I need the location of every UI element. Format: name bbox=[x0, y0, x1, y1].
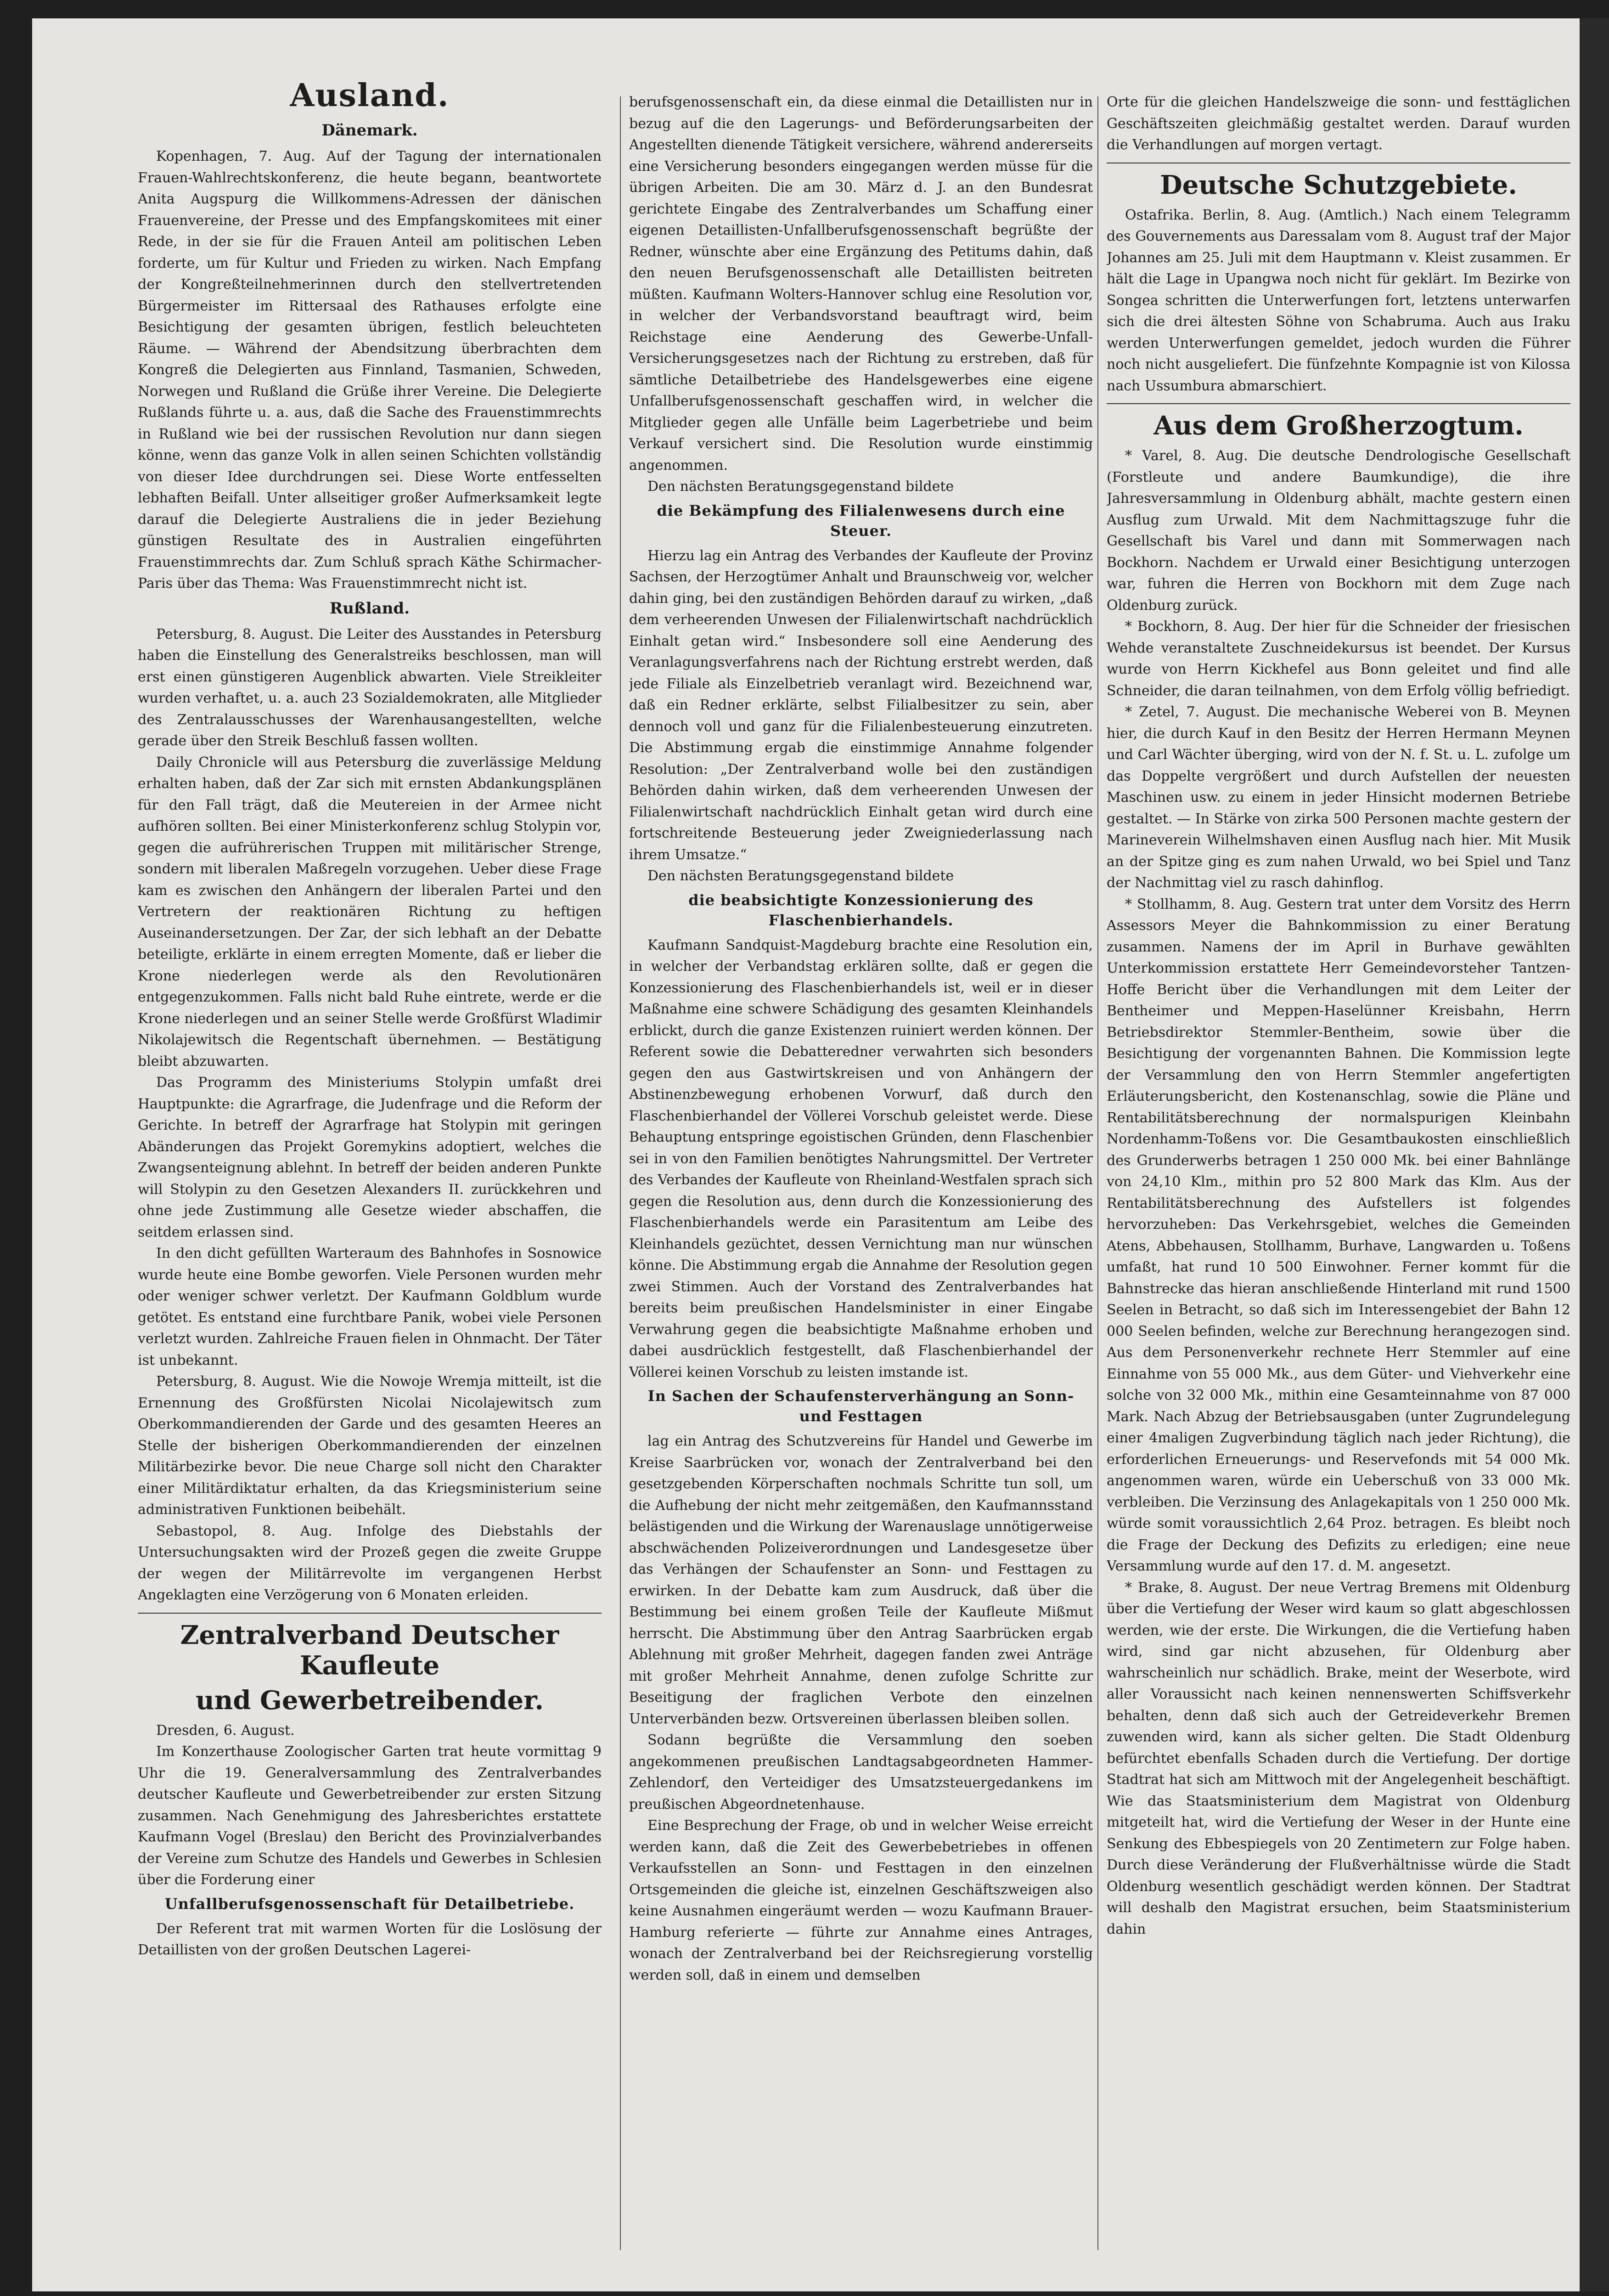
section-title-schutzgebiete: Deutsche Schutzgebiete. bbox=[1160, 169, 1517, 200]
article-paragraph: Kopenhagen, 7. Aug. Auf der Tagung der internationalen Frauen-Wahlrechtskonferenz, die heute begann, beantwortete Anita Augspurg die Willkommens-Adressen der dänischen Frauenvereine, der Presse und des Empfangskomitees mit einer Rede, in der sie für die Frauen Anteil am politischen Leben forderte, um für Kultur und Frieden zu wirken. Nach Empfang der Kongreßteilnehmerinnen durch den stellvertretenden Bürgermeister im Rittersaal des Rathauses erfolgte eine Besichtigung der gesamten übrigen, festlich beleuchteten Räume. — Während der Abendsitzung überbrachten dem Kongreß die Delegierten aus Finnland, Tasmanien, Schweden, Norwegen und Rußland die Grüße ihrer Vereine. Die Delegierte Rußlands führte u. a. aus, daß die Sache des Frauenstimmrechts in Rußland wie bei der russischen Revolution nur dann siegen könne, wenn das ganze Volk in allen seinen Schichten vollständig von dieser Idee durchdrungen sei. Diese Worte entfesselten lebhaften Beifall. Unter allseitiger großer Aufmerksamkeit legte darauf die Delegierte Australiens die in jeder Beziehung günstigen Resultate des in Australien eingeführten Frauenstimmrechts dar. Zum Schluß sprach Käthe Schirmacher-Paris über das Thema: Was Frauenstimmrecht nicht ist. bbox=[138, 148, 602, 591]
column-rule-2 bbox=[1097, 96, 1098, 2250]
section-title-ausland: Ausland. bbox=[290, 77, 450, 114]
subsection-title-daenemark: Dänemark. bbox=[321, 121, 418, 140]
article-paragraph: Hierzu lag ein Antrag des Verbandes der Kaufleute der Provinz Sachsen, der Herzogtümer Anhalt und Braunschweig vor, welcher dahin ging, bei den zuständigen Behörden darauf zu wirken, „daß dem verheerenden Unwesen der Filialenwirtschaft nachdrücklich Einhalt getan wird.“ Insbesondere soll eine Aenderung des Veranlagungsverfahrens nach der Richtung erstrebt werden, daß jede Filiale als Einzelbetrieb veranlagt wird. Bezeichnend war, daß ein Redner erklärte, selbst Filialbesitzer zu sein, aber dennoch voll und ganz für die Filialenbesteuerung einzutreten. Die Abstimmung ergab die einstimmige Annahme folgender Resolution: „Der Zentralverband wolle bei den zuständigen Behörden dahin wirken, daß dem verheerenden Unwesen der Filialenwirtschaft nachdrücklich Einhalt getan wird durch eine fortschreitende Besteuerung jeder Zweigniederlassung nach ihrem Umsatze.“ bbox=[629, 547, 1093, 863]
article-paragraph: berufsgenossenschaft ein, da diese einmal die Detaillisten nur in bezug auf die den Lagerungs- und Beförderungsarbeiten der Angestellten dienende Tätigkeit versichere, während andererseits eine Versicherung besonders eingegangen werden müsse für die übrigen Arbeiten. Die am 30. März d. J. an den Bundesrat gerichtete Eingabe des Zentralverbandes um Schaffung einer eigenen Detaillisten-Unfallberufsgenossenschaft begrüßte der Redner, wünschte aber eine Ergänzung des Petitums dahin, daß den neuen Berufsgenossenschaft alle Detaillisten beitreten müßten. Kaufmann Wolters-Hannover schlug eine Resolution vor, in welcher der Verbandsvorstand beauftragt wird, beim Reichstage eine Aenderung des Gewerbe-Unfall-Versicherungsgesetzes nach der Richtung zu erstreben, daß für sämtliche Detailbetriebe des Handelsgewerbes eine eigene Unfallberufsgenossenschaft geschaffen wird, in welcher die Mitglieder gegen alle Unfälle beim Lagerbetriebe und beim Verkauf versichert sind. Die Resolution wurde einstimmig angenommen. bbox=[629, 94, 1093, 473]
article-paragraph: Petersburg, 8. August. Die Leiter des Ausstandes in Petersburg haben die Einstellung des Generalstreiks beschlossen, man will erst einen günstigeren Augenblick abwarten. Viele Streikleiter wurden verhaftet, u. a. auch 23 Sozialdemokraten, alle Mitglieder des Zentralausschusses der Warenhausangestellten, welche gerade über den Streik Beschluß fassen wollten. bbox=[138, 626, 602, 749]
article-paragraph: Sebastopol, 8. Aug. Infolge des Diebstahls der Untersuchungsakten wird der Prozeß gegen die zweite Gruppe der wegen der Militärrevolte im vergangenen Herbst Angeklagten eine Verzögerung von 6 Monaten erleiden. bbox=[138, 1523, 602, 1603]
article-paragraph: * Varel, 8. Aug. Die deutsche Dendrologische Gesellschaft (Forstleute und andere Baumkundige), die ihre Jahresversammlung in Oldenburg abhält, machte gestern einen Ausflug zum Urwald. Mit dem Nachmittagszuge fuhr die Gesellschaft bis Varel und dann mit Sommerwagen nach Bockhorn. Nachdem er Urwald einer Besichtigung unterzogen war, fuhren die Herren von Bockhorn mit dem Zuge nach Oldenburg zurück. bbox=[1107, 448, 1570, 613]
section-title-zentralverband: Zentralverband Deutscher Kaufleute bbox=[180, 1620, 559, 1681]
column-left bbox=[138, 73, 602, 2259]
article-paragraph: * Brake, 8. August. Der neue Vertrag Bremens mit Oldenburg über die Vertiefung der Weser wird kaum so glatt abgeschlossen werden, wie der erste. Die Wirkungen, die die Vertiefung haben wird, sind gar nicht abzusehen, für Oldenburg aber wahrscheinlich nur schädlich. Brake, meint der Weserbote, wird aller Voraussicht nach keinen nennenswerten Schiffsverkehr behalten, denn daß sich auch der Getreideverkehr Bremen zuwenden wird, kann als sicher gelten. Die Stadt Oldenburg befürchtet ebenfalls Schaden durch die Vertiefung. Der dortige Stadtrat hat sich am Mittwoch mit der Angelegenheit beschäftigt. Wie das Staatsministerium dem Magistrat von Oldenburg mitgeteilt hat, wird die Vertiefung der Weser in der Hunte eine Senkung des Ebbespiegels von 20 Zentimetern zur Folge haben. Durch diese Veränderung der Flußverhältnisse würde die Stadt Oldenburg wesentlich geschädigt werden können. Der Stadtrat will deshalb den Magistrat ersuchen, beim Staatsministerium dahin bbox=[1107, 1579, 1570, 1937]
section-title-gewerbetreibender: und Gewerbetreibender. bbox=[195, 1685, 544, 1716]
article-paragraph: Der Referent trat mit warmen Worten für die Loslösung der Detaillisten von der großen Deutschen Lagerei- bbox=[138, 1920, 602, 1958]
subsection-title-filialenwesen: die Bekämpfung des Filialenwesens durch eine Steuer. bbox=[657, 501, 1065, 540]
article-paragraph: * Stollhamm, 8. Aug. Gestern trat unter dem Vorsitz des Herrn Assessors Meyer die Bahnkommission zu einer Beratung zusammen. Namens der im April in Burhave gewählten Unterkommission erstattete Herr Gemeindevorsteher Tantzen-Hoffe Bericht über die Verhandlungen mit dem Leiter der Bentheimer und Meppen-Haselünner Kreisbahn, Herrn Betriebsdirektor Stemmler-Bentheim, sowie über die Besichtigung der vorgenannten Bahnen. Die Kommission legte der Versammlung den von Herrn Stemmler angefertigten Erläuterungsbericht, den Kostenanschlag, sowie die Pläne und Rentabilitätsberechnung der normalspurigen Kleinbahn Nordenhamm-Toßens vor. Die Gesamtbaukosten einschließlich des Grunderwerbs betragen 1 250 000 Mk. bei einer Bahnlänge von 24,10 Klm., mithin pro 52 800 Mark das Klm. Aus der Rentabilitätsberechnung des Aufstellers ist folgendes hervorzuheben: Das Verkehrsgebiet, welches die Gemeinden Atens, Abbehausen, Stollhamm, Burhave, Langwarden u. Toßens umfaßt, hat rund 10 500 Einwohner. Ferner kommt für die Bahnstrecke das hieran anschließende Hinterland mit rund 1500 Seelen in Betracht, so daß sich im Interessengebiet der Bahn 12 000 Seelen befinden, welche zur Berechnung herangezogen sind. Aus dem Personenverkehr rechnete Herr Stemmler auf eine Einnahme von 55 000 Mk., aus dem Güter- und Viehverkehr eine solche von 32 000 Mk., mithin eine Gesamteinnahme von 87 000 Mark. Nach Abzug der Betriebsausgaben (unter Zugrundelegung einer 4maligen Zugverbindung täglich nach jeder Richtung), die erforderlichen Erneuerungs- und Reservefonds mit 54 000 Mk. angenommen waren, würde ein Ueberschuß von 33 000 Mk. verbleiben. Die Verzinsung des Anlagekapitals von 1 250 000 Mk. würde somit voraussichtlich 2,64 Proz. betragen. Es bleibt noch die Frage der Deckung des Defizits zu erledigen; eine neue Versammlung wurde auf den 17. d. M. angesetzt. bbox=[1107, 896, 1570, 1574]
article-paragraph: lag ein Antrag des Schutzvereins für Handel und Gewerbe im Kreise Saarbrücken vor, wonach der Zentralverband bei den gesetzgebenden Körperschaften nochmals Schritte tun soll, um die Aufhebung der nicht mehr zeitgemäßen, den Kaufmannsstand belästigenden und die Wirkung der Warenauslage unnötigerweise abschwächenden Polizeiverordnungen und Landesgesetze über das Verhängen der Schaufenster an Sonn- und Festtagen zu erwirken. In der Debatte kam zum Ausdruck, daß über die Bestimmung bei einem großen Teile der Kaufleute Mißmut herrscht. Die Abstimmung über den Antrag Saarbrücken ergab Ablehnung mit großer Mehrheit, dagegen fanden zwei Anträge mit großer Mehrheit Annahme, denen zufolge Schritte zur Beseitigung der fraglichen Verbote den einzelnen Unterverbänden bezw. Ortsvereinen überlassen bleiben sollen. bbox=[629, 1433, 1093, 1727]
section-title-grossherzogtum: Aus dem Großherzogtum. bbox=[1153, 411, 1524, 441]
subsection-title-schaufenster: In Sachen der Schaufensterverhängung an Sonn- und Festtagen bbox=[647, 1387, 1075, 1425]
article-paragraph: In den dicht gefüllten Warteraum des Bahnhofes in Sosnowice wurde heute eine Bombe geworfen. Viele Personen wurden mehr oder weniger schwer verletzt. Der Kaufmann Goldblum wurde getötet. Es entstand eine furchtbare Panik, wobei viele Personen verletzt wurden. Zahlreiche Frauen fielen in Ohnmacht. Der Täter ist unbekannt. bbox=[138, 1245, 602, 1368]
column-right bbox=[1107, 92, 1570, 2278]
article-paragraph: Daily Chronicle will aus Petersburg die zuverlässige Meldung erhalten haben, daß der Zar sich mit ernsten Abdankungsplänen für den Fall trägt, daß die Meutereien in der Armee nicht aufhören sollten. Bei einer Ministerkonferenz schlug Stolypin vor, gegen die aufrührerischen Truppen mit militärischer Strenge, sondern mit liberalen Maßregeln vorzugehen. Ueber diese Frage kam es zwischen den Anhängern der liberalen Partei und den Vertretern der reaktionären Richtung zu heftigen Auseinandersetzungen. Der Zar, der sich lebhaft an der Debatte beteiligte, erklärte in einem erregten Momente, daß er lieber die Krone niederlegen werde als den Revolutionären entgegenzukommen. Falls nicht bald Ruhe eintrete, werde er die Krone niederlegen und an seiner Stelle werde Großfürst Wladimir Nikolajewitsch die Regentschaft übernehmen. — Bestätigung bleibt abzuwarten. bbox=[138, 754, 602, 1069]
column-middle bbox=[629, 92, 1093, 2278]
article-paragraph: * Zetel, 7. August. Die mechanische Weberei von B. Meynen hier, die durch Kauf in den Besitz der Herren Hermann Meynen und Carl Wächter überging, wird von der N. f. St. u. L. zufolge um das Doppelte vergrößert und durch Aufstellen der neuesten Maschinen usw. zu einem in jeder Hinsicht modernen Betriebe gestaltet. — In Stärke von zirka 500 Personen machte gestern der Marineverein Wilhelmshaven einen Ausflug nach hier. Mit Musik an der Spitze ging es zum nahen Urwald, wo bei Spiel und Tanz der Nachmittag viel zu rasch dahinflog. bbox=[1107, 704, 1570, 891]
section-divider bbox=[138, 1613, 602, 1614]
article-paragraph: Den nächsten Beratungsgegenstand bildete bbox=[647, 478, 954, 495]
article-paragraph: Ostafrika. Berlin, 8. Aug. (Amtlich.) Nach einem Telegramm des Gouvernements aus Daressalam vom 8. August traf der Major Johannes am 25. Juli mit dem Hauptmann v. Kleist zusammen. Er hält die Lage in Upangwa noch nicht für geklärt. Im Bezirke von Songea schritten die Unterwerfungen fort, letztens unterwarfen sich die drei ältesten Söhne von Schabruma. Auch aus Iraku werden Unterwerfungen gemeldet, jedoch wurden die Führer noch nicht ausgeliefert. Die fünfzehnte Kompagnie ist von Kilossa nach Ussumbura abmarschiert. bbox=[1107, 207, 1570, 394]
article-paragraph: Eine Besprechung der Frage, ob und in welcher Weise erreicht werden kann, daß die Zeit des Gewerbebetriebes in offenen Verkaufsstellen an Sonn- und Festtagen in den einzelnen Ortsgemeinden die gleiche ist, einzelnen Geschäftszweigen also keine Ausnahmen eingeräumt werden — wozu Kaufmann Brauer-Hamburg referierte — führte zur Annahme eines Antrages, wonach der Zentralverband bei der Reichsregierung vorstellig werden soll, daß in einem und demselben bbox=[629, 1818, 1093, 1983]
column-rule-1 bbox=[620, 96, 621, 2250]
subsection-title-russland: Rußland. bbox=[329, 599, 410, 618]
article-paragraph: Kaufmann Sandquist-Magdeburg brachte eine Resolution ein, in welcher der Verbandstag erklären sollte, daß er gegen die Konzessionierung des Flaschenbierhandels ist, weil er in dieser Maßnahme eine schwere Schädigung des gesamten Kleinhandels erblickt, durch die ganze Existenzen ruiniert werden können. Der Referent sowie die Debatteredner verwahrten sich besonders gegen den aus Gastwirtskreisen und von Anhängern der Abstinenzbewegung erhobenen Vorwurf, daß durch den Flaschenbierhandel der Völlerei Vorschub geleistet werde. Diese Behauptung entspringe egoistischen Gründen, denn Flaschenbier sei in von den Familien benötigtes Nahrungsmittel. Der Vertreter des Verbandes der Kaufleute von Rheinland-Westfalen sprach sich gegen die Resolution aus, denn durch die Konzessionierung des Flaschenbierhandels werde ein Parasitentum am Leibe des Kleinhandels gezüchtet, dessen Vernichtung man nur wünschen könne. Die Abstimmung ergab die Annahme der Resolution gegen zwei Stimmen. Auch der Vorstand des Zentralverbandes hat bereits beim preußischen Handelsminister in einer Eingabe Verwahrung gegen die beabsichtigte Maßnahme erhoben und dabei ausdrücklich festgestellt, daß Flaschenbierhandel der Völlerei keinen Vorschub zu leisten imstande ist. bbox=[629, 937, 1093, 1380]
section-divider bbox=[1107, 403, 1570, 404]
subsection-title-unfallberufsgenossenschaft: Unfallberufsgenossenschaft für Detailbetriebe. bbox=[164, 1895, 575, 1913]
article-paragraph: Den nächsten Beratungsgegenstand bildete bbox=[647, 868, 954, 884]
article-paragraph: Das Programm des Ministeriums Stolypin umfaßt drei Hauptpunkte: die Agrarfrage, die Judenfrage und die Reform der Gerichte. In betreff der Agrarfrage hat Stolypin mit geringen Abänderungen das Projekt Goremykins adoptiert, welches die Zwangsenteignung ablehnt. In betreff der beiden anderen Punkte will Stolypin zu den Gesetzen Alexanders II. zurückkehren und ohne jede Zustimmung alle Gesetze wieder abschaffen, die seitdem erlassen sind. bbox=[138, 1075, 602, 1240]
scan-edge bbox=[1580, 18, 1609, 2291]
subsection-title-flaschenbierhandel: die beabsichtigte Konzessionierung des Flaschenbierhandels. bbox=[688, 891, 1034, 929]
article-paragraph: * Bockhorn, 8. Aug. Der hier für die Schneider der friesischen Wehde veranstaltete Zuschneidekursus ist beendet. Der Kursus wurde von Herrn Kickhefel aus Bonn geleitet und find alle Schneider, die daran teilnahmen, von dem Erfolg völlig befriedigt. bbox=[1107, 619, 1570, 699]
dateline: Dresden, 6. August. bbox=[156, 1722, 295, 1739]
article-paragraph: Orte für die gleichen Handelszweige die sonn- und festtäglichen Geschäftszeiten gleichmäßig gestaltet werden. Darauf wurden die Verhandlungen auf morgen vertagt. bbox=[1107, 94, 1570, 153]
article-paragraph: Sodann begrüßte die Versammlung den soeben angekommenen preußischen Landtagsabgeordneten Hammer-Zehlendorf, den Verteidiger des Umsatzsteuergedankens im preußischen Abgeordnetenhause. bbox=[629, 1732, 1093, 1812]
article-paragraph: Im Konzerthause Zoologischer Garten trat heute vormittag 9 Uhr die 19. Generalversammlung des Zentralverbandes deutscher Kaufleute und Gewerbetreibender zur ersten Sitzung zusammen. Nach Genehmigung des Jahresberichtes erstattete Kaufmann Vogel (Breslau) den Bericht des Provinzialverbandes der Vereine zum Schutze des Handels und Gewerbes in Schlesien über die Forderung einer bbox=[138, 1744, 602, 1888]
article-paragraph: Petersburg, 8. August. Wie die Nowoje Wremja mitteilt, ist die Ernennung des Großfürsten Nicolai Nicolajewitsch zum Oberkommandierenden der Garde und des gesamten Heeres an Stelle der bisherigen Oberkommandierenden der einzelnen Militärbezirke bevor. Die neue Charge soll nicht den Charakter einer Militärdiktatur erhalten, da das Kriegsministerium seine administrativen Funktionen beibehält. bbox=[138, 1373, 602, 1518]
